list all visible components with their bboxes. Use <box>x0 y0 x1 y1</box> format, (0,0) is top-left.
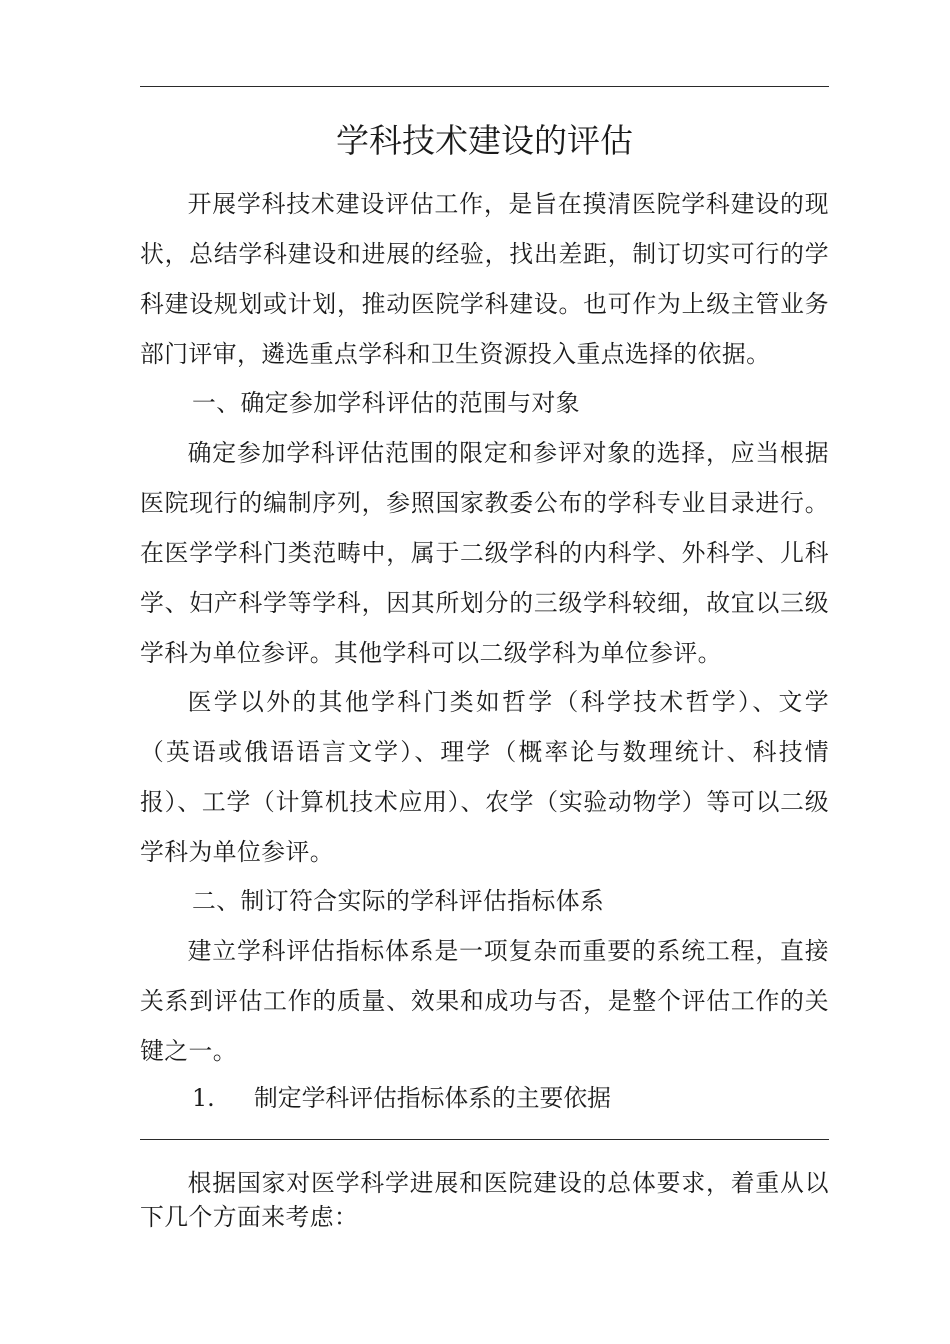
paragraph-scope: 确定参加学科评估范围的限定和参评对象的选择，应当根据医院现行的编制序列，参照国家教委公布的学科专业目录进行。在医学学科门类范畴中，属于二级学科的内科学、外科学、儿科学、妇产科学等学科，因其所划分的三级学科较细，故宜以三级学科为单位参评。其他学科可以二级学科为单位参评。 <box>140 439 829 667</box>
paragraph-index-system: 建立学科评估指标体系是一项复杂而重要的系统工程，直接关系到评估工作的质量、效果和成功与否，是整个评估工作的关键之一。 <box>140 937 829 1065</box>
paragraph-basis: 根据国家对医学科学进展和医院建设的总体要求，着重从以下几个方面来考虑： <box>140 1169 829 1231</box>
numbered-heading-text: 制定学科评估指标体系的主要依据 <box>254 1084 611 1112</box>
numbered-heading-1 <box>192 1073 611 1123</box>
top-rule <box>140 86 829 87</box>
section-heading-1: 一、确定参加学科评估的范围与对象 <box>192 389 580 417</box>
section-rule <box>140 1139 829 1140</box>
document-title: 学科技术建设的评估 <box>336 121 633 160</box>
section-heading-2: 二、制订符合实际的学科评估指标体系 <box>192 887 605 915</box>
numbered-heading-number: 1. <box>192 1084 215 1112</box>
paragraph-intro: 开展学科技术建设评估工作，是旨在摸清医院学科建设的现状，总结学科建设和进展的经验，找出差距，制订切实可行的学科建设规划或计划，推动医院学科建设。也可作为上级主管业务部门评审，遴选重点学科和卫生资源投入重点选择的依据。 <box>140 190 829 368</box>
paragraph-other-disciplines: 医学以外的其他学科门类如哲学（科学技术哲学）、文学（英语或俄语语言文学）、理学（概率论与数理统计、科技情报）、工学（计算机技术应用）、农学（实验动物学）等可以二级学科为单位参评。 <box>140 688 829 866</box>
